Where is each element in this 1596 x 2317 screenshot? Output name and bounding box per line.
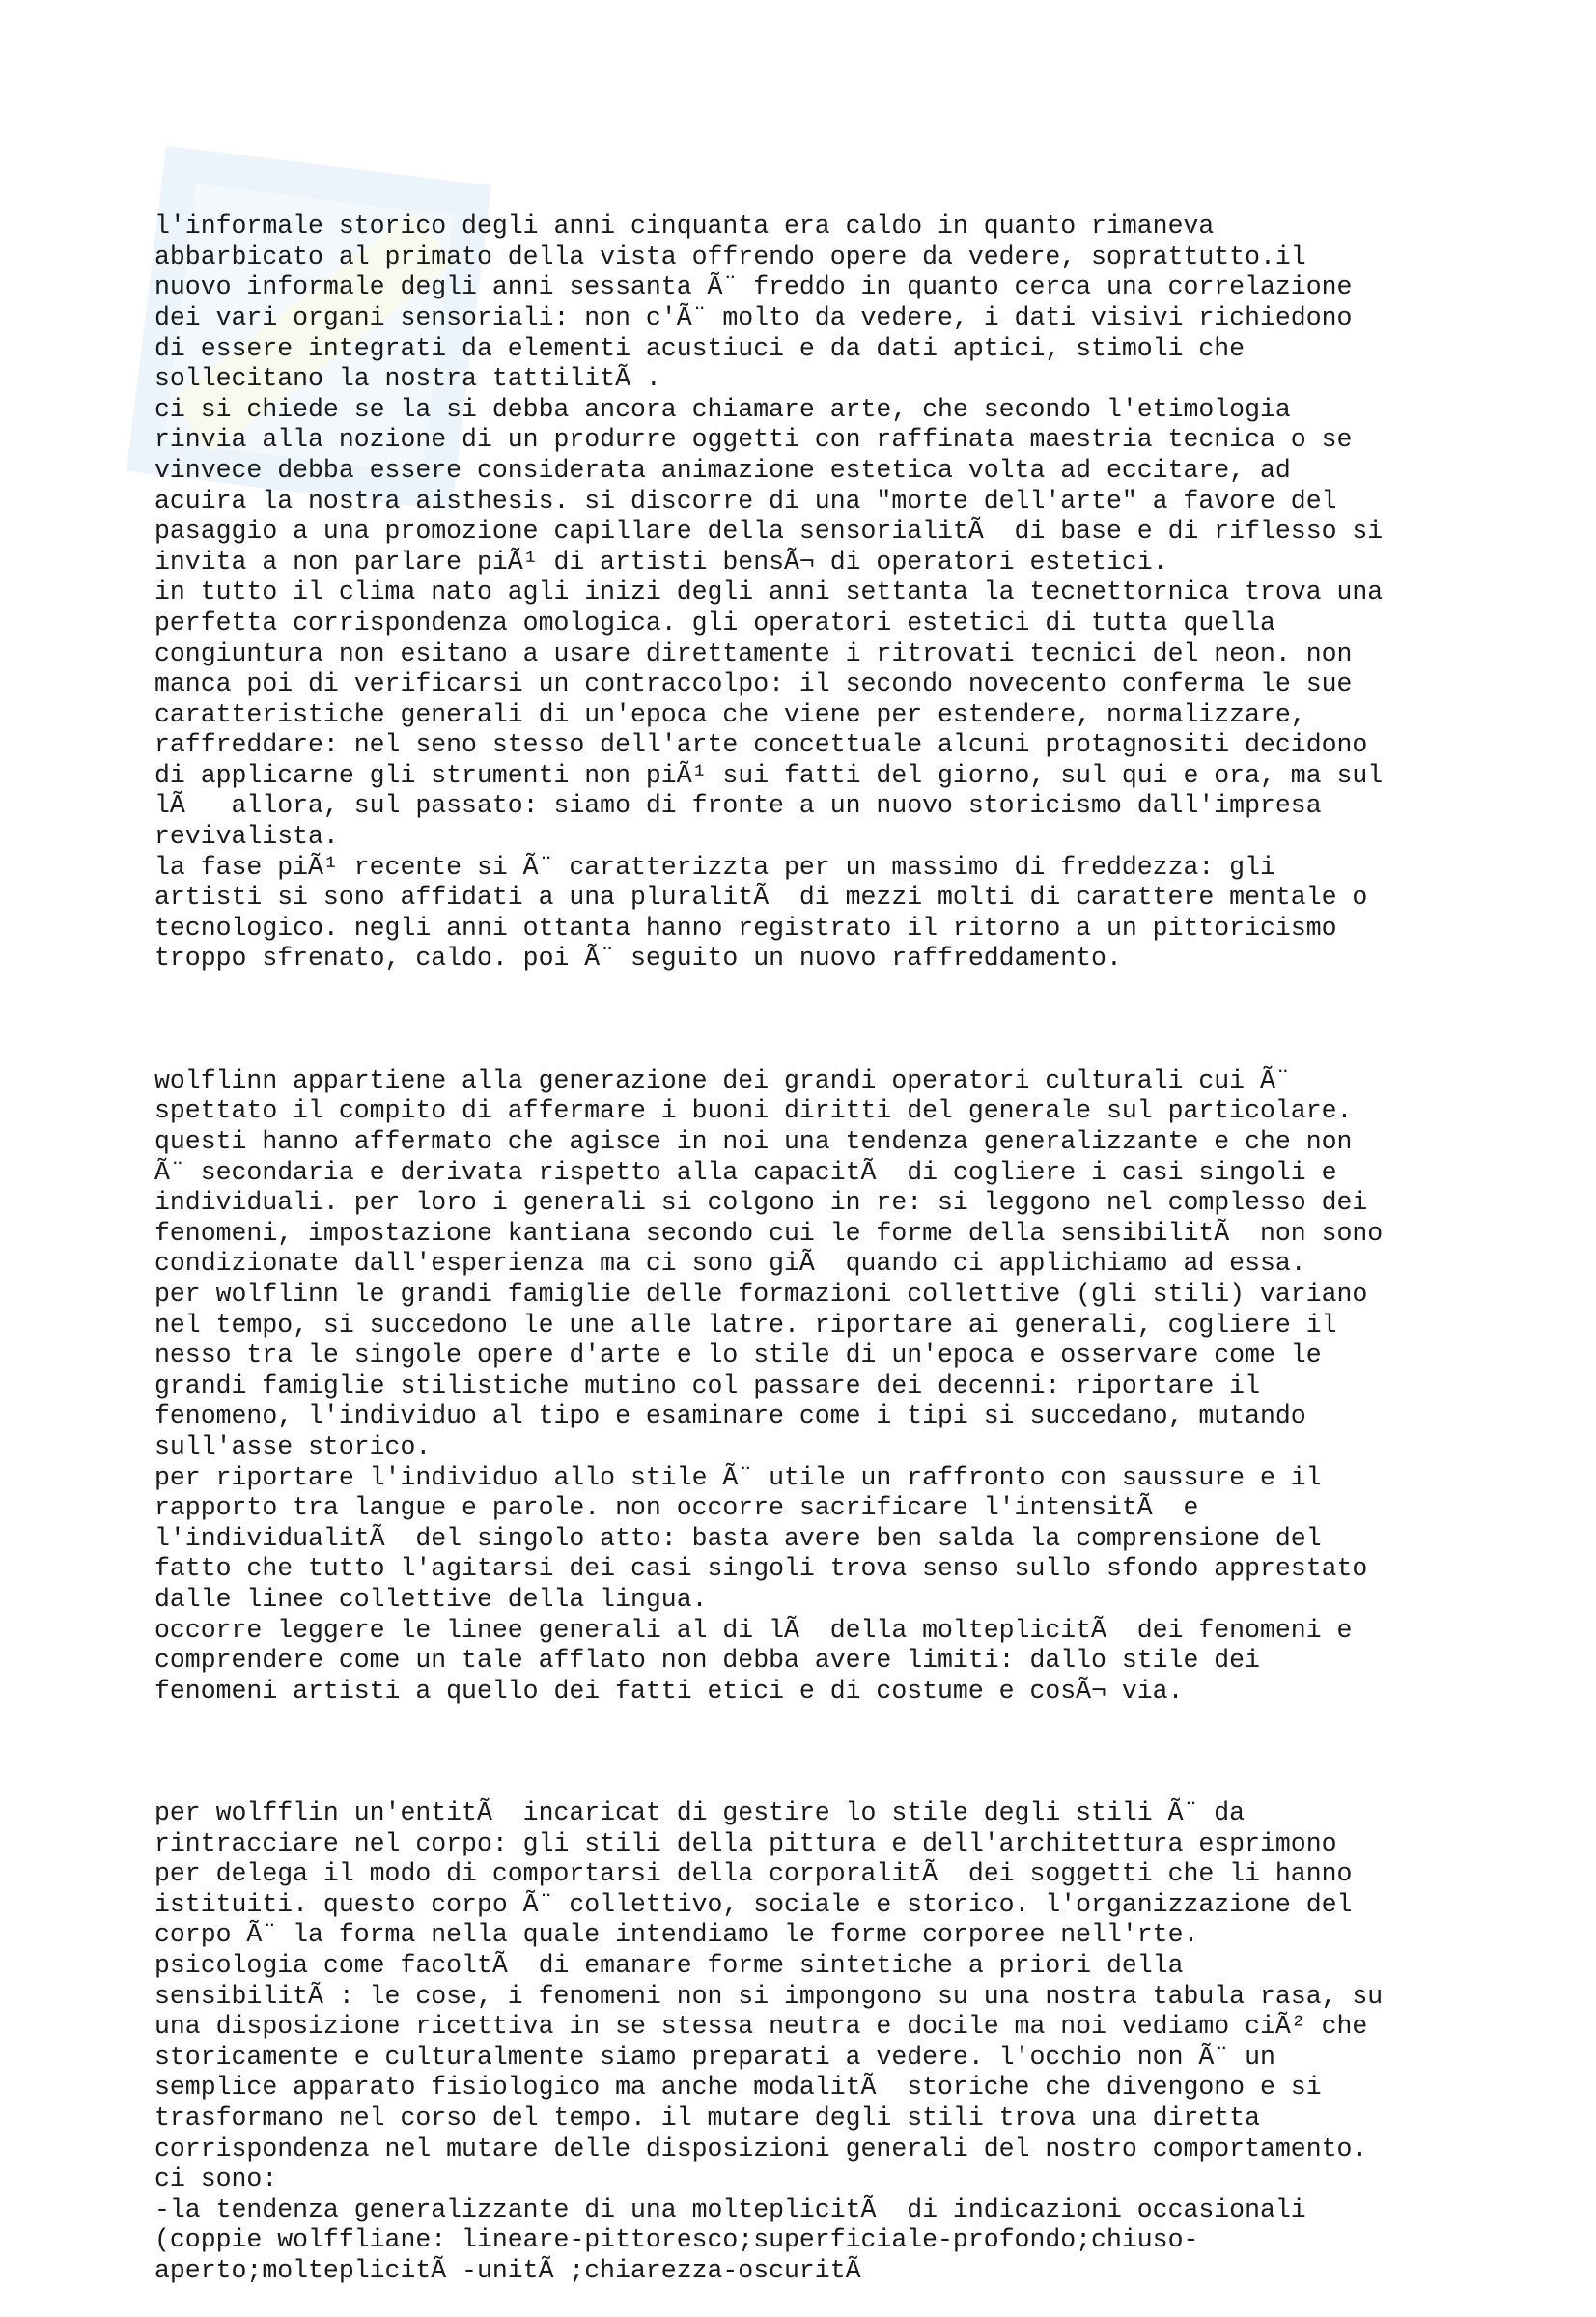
text-line: psicologia come facoltÃ di emanare forme sintetiche a priori della (154, 1951, 1184, 1981)
paragraph-3 (154, 1798, 1506, 2287)
text-line: ci si chiede se la si debba ancora chiamare arte, che secondo l'etimologia (154, 394, 1291, 424)
text-line: l'individualitÃ del singolo atto: basta avere ben salda la comprensione del (154, 1523, 1322, 1553)
text-line: dalle linee collettive della lingua. (154, 1584, 708, 1614)
text-line: perfetta corrispondenza omologica. gli operatori estetici di tutta quella (154, 608, 1275, 637)
text-line: -la tendenza generalizzante di una molteplicitÃ di indicazioni occasionali (154, 2194, 1306, 2224)
text-line: fatto che tutto l'agitarsi dei casi singoli trova senso sullo sfondo apprestato (154, 1554, 1368, 1584)
text-line: raffreddare: nel seno stesso dell'arte concettuale alcuni protagnositi decidono (154, 730, 1368, 760)
text-line: trasformano nel corso del tempo. il mutare degli stili trova una diretta (154, 2104, 1260, 2133)
paragraph-1 (154, 212, 1506, 975)
text-line: per riportare l'individuo allo stile Ã¨ utile un raffronto con saussure e il (154, 1462, 1322, 1492)
text-line: sull'asse storico. (154, 1431, 432, 1461)
text-line: (coppie wolffliane: lineare-pittoresco;superficiale-profondo;chiuso- (154, 2225, 1199, 2255)
text-line: condizionate dall'esperienza ma ci sono giÃ quando ci applichiamo ad essa. (154, 1249, 1306, 1279)
text-line: questi hanno affermato che agisce in noi una tendenza generalizzante e che non (154, 1127, 1353, 1156)
text-line: tecnologico. negli anni ottanta hanno registrato il ritorno a un pittoricismo (154, 913, 1337, 943)
text-line: per wolfflin un'entitÃ incaricat di gestire lo stile degli stili Ã¨ da (154, 1798, 1246, 1828)
text-line: sollecitano la nostra tattilitÃ . (154, 364, 661, 394)
text-line: fenomeni, impostazione kantiana secondo cui le forme della sensibilitÃ non sono (154, 1218, 1384, 1248)
text-line: caratteristiche generali di un'epoca che viene per estendere, normalizzare, (154, 699, 1306, 729)
text-line: grandi famiglie stilistiche mutino col passare dei decenni: riportare il (154, 1370, 1260, 1400)
text-line: rintracciare nel corpo: gli stili della pittura e dell'architettura esprimono (154, 1828, 1337, 1858)
text-line: wolflinn appartiene alla generazione dei grandi operatori culturali cui Ã¨ (154, 1065, 1291, 1095)
text-line: corpo Ã¨ la forma nella quale intendiamo le forme corporee nell'rte. (154, 1920, 1199, 1950)
text-line: fenomeno, l'individuo al tipo e esaminare come i tipi si succedano, mutando (154, 1401, 1306, 1431)
text-line: nuovo informale degli anni sessanta Ã¨ freddo in quanto cerca una correlazione (154, 272, 1353, 302)
text-line: storicamente e culturalmente siamo preparati a vedere. l'occhio non Ã¨ un (154, 2042, 1275, 2072)
text-line: congiuntura non esitano a usare direttamente i ritrovati tecnici del neon. non (154, 638, 1353, 668)
text-line: artisti si sono affidati a una pluralitÃ di mezzi molti di carattere mentale o (154, 883, 1368, 913)
text-line: l'informale storico degli anni cinquanta era caldo in quanto rimaneva (154, 212, 1215, 241)
text-line: corrispondenza nel mutare delle disposizioni generali del nostro comportamento. (154, 2133, 1368, 2163)
paragraph-gap (154, 975, 1506, 1005)
text-line: nel tempo, si succedono le une alle latre. riportare ai generali, cogliere il (154, 1310, 1337, 1340)
text-line: invita a non parlare piÃ¹ di artisti bensÃ¬ di operatori estetici. (154, 547, 1168, 577)
text-line: manca poi di verificarsi un contraccolpo: il secondo novecento conferma le sue (154, 669, 1353, 699)
document-body (154, 151, 1506, 2317)
text-line: per wolflinn le grandi famiglie delle formazioni collettive (gli stili) variano (154, 1279, 1368, 1309)
text-line: fenomeni artisti a quello dei fatti etici e di costume e cosÃ¬ via. (154, 1676, 1184, 1706)
text-line: la fase piÃ¹ recente si Ã¨ caratterizzta per un massimo di freddezza: gli (154, 852, 1275, 882)
text-line: rapporto tra langue e parole. non occorre sacrificare l'intensitÃ e (154, 1493, 1199, 1523)
text-line: nesso tra le singole opere d'arte e lo stile di un'epoca e osservare come le (154, 1341, 1322, 1370)
text-line: troppo sfrenato, caldo. poi Ã¨ seguito un nuovo raffreddamento. (154, 944, 1122, 974)
paragraph-gap (154, 1707, 1506, 1738)
text-line: una disposizione ricettiva in se stessa neutra e docile ma noi vediamo ciÃ² che (154, 2012, 1368, 2042)
text-line: semplice apparato fisiologico ma anche modalitÃ storiche che divengono e si (154, 2073, 1322, 2103)
text-line: pasaggio a una promozione capillare della sensorialitÃ di base e di riflesso si (154, 517, 1384, 547)
text-line: rinvia alla nozione di un produrre oggetti con raffinata maestria tecnica o se (154, 425, 1353, 455)
text-line: per delega il modo di comportarsi della corporalitÃ dei soggetti che li hanno (154, 1859, 1353, 1889)
text-line: occorre leggere le linee generali al di lÃ della molteplicitÃ dei fenomeni e (154, 1615, 1353, 1645)
text-line: comprendere come un tale afflato non debba avere limiti: dallo stile dei (154, 1646, 1260, 1676)
text-line: lÃ allora, sul passato: siamo di fronte a un nuovo storicismo dall'impresa (154, 791, 1322, 821)
text-line: dei vari organi sensoriali: non c'Ã¨ molto da vedere, i dati visivi richiedono (154, 302, 1353, 332)
text-line: vinvece debba essere considerata animazione estetica volta ad eccitare, ad (154, 455, 1291, 485)
text-line: aperto;molteplicitÃ -unitÃ ;chiarezza-oscuritÃ (154, 2255, 877, 2285)
text-line: spettato il compito di affermare i buoni diritti del generale sul particolare. (154, 1096, 1353, 1126)
text-line: istituiti. questo corpo Ã¨ collettivo, sociale e storico. l'organizzazione del (154, 1889, 1353, 1919)
text-line: abbarbicato al primato della vista offrendo opere da vedere, soprattutto.il (154, 241, 1306, 271)
paragraph-2 (154, 1066, 1506, 1707)
text-line: ci sono: (154, 2164, 278, 2194)
text-line: di applicarne gli strumenti non piÃ¹ sui fatti del giorno, sul qui e ora, ma sul (154, 760, 1384, 790)
text-line: individuali. per loro i generali si colgono in re: si leggono nel complesso dei (154, 1188, 1368, 1218)
text-line: in tutto il clima nato agli inizi degli anni settanta la tecnettornica trova una (154, 578, 1384, 608)
text-line: revivalista. (154, 822, 339, 852)
text-line: Ã¨ secondaria e derivata rispetto alla capacitÃ di cogliere i casi singoli e (154, 1157, 1337, 1187)
text-line: sensibilitÃ : le cose, i fenomeni non si impongono su una nostra tabula rasa, su (154, 1981, 1384, 2011)
text-line: acuira la nostra aisthesis. si discorre di una "morte dell'arte" a favore del (154, 486, 1337, 516)
text-line: di essere integrati da elementi acustiuci e da dati aptici, stimoli che (154, 333, 1246, 363)
